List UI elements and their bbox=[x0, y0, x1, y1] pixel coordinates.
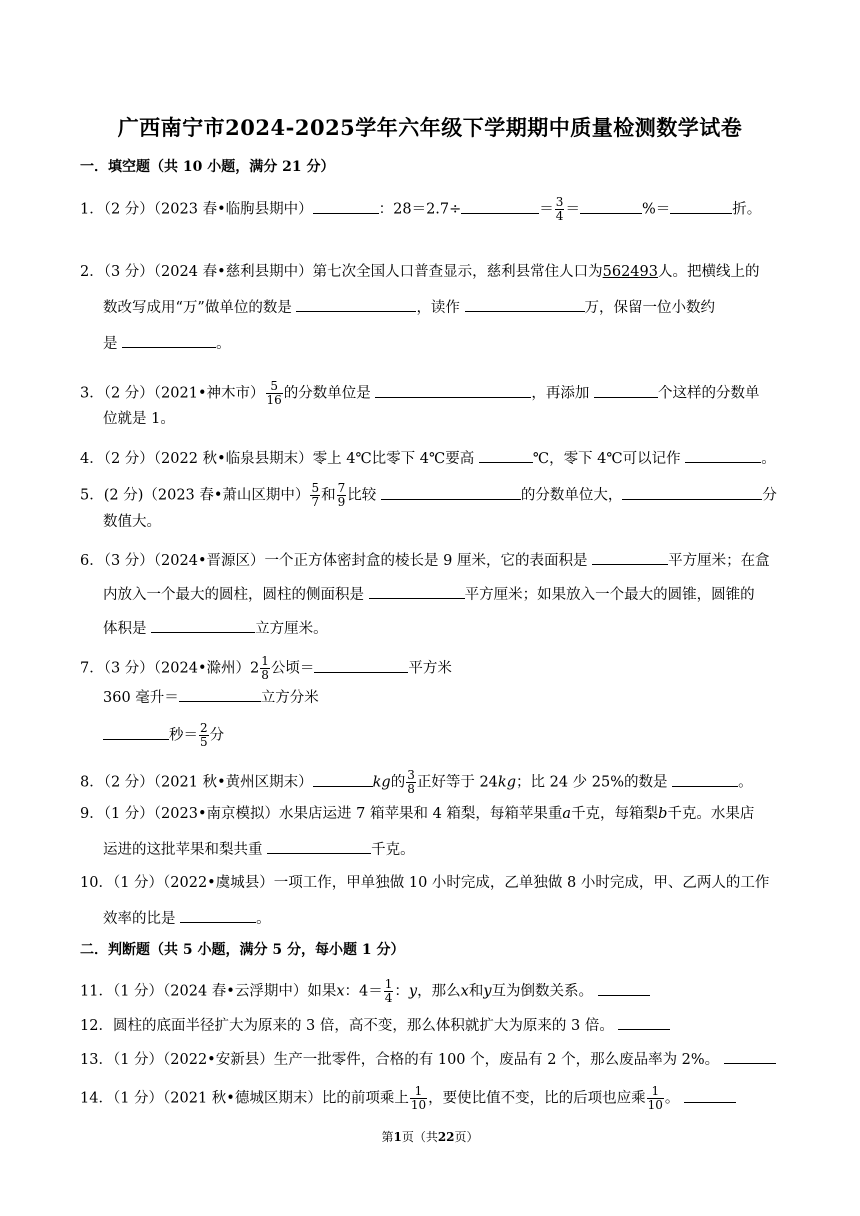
question-7: 7．（3 分）（2024•滁州）2 $\frac{1}{8}$ 公顷＝ 平方米 bbox=[80, 654, 452, 682]
underlined-number: 562493 bbox=[602, 264, 658, 280]
answer-blank[interactable] bbox=[313, 771, 373, 787]
fraction: $\frac{2}{5}$ bbox=[200, 721, 208, 749]
answer-blank[interactable] bbox=[180, 907, 256, 923]
answer-blank[interactable] bbox=[313, 198, 379, 214]
answer-blank[interactable] bbox=[179, 686, 261, 702]
answer-blank[interactable] bbox=[381, 484, 521, 500]
question-13: 13．（1 分）（2022•安新县）生产一批零件，合格的有 100 个，废品有 2 个，那么废品率为 2%。 bbox=[80, 1048, 776, 1070]
answer-blank[interactable] bbox=[594, 382, 658, 398]
answer-blank[interactable] bbox=[479, 447, 533, 463]
answer-blank[interactable] bbox=[685, 447, 761, 463]
answer-blank[interactable] bbox=[151, 617, 255, 633]
question-9: 9．（1 分）（2023•南京模拟）水果店运进 7 箱苹果和 4 箱梨，每箱苹果重a千克，每箱梨b千克。水果店 bbox=[80, 806, 755, 822]
answer-blank[interactable] bbox=[369, 583, 465, 599]
fraction: $\frac{1}{10}$ bbox=[647, 1084, 663, 1112]
question-2-line-3: 是 。 bbox=[103, 332, 231, 354]
answer-blank[interactable] bbox=[461, 198, 539, 214]
answer-blank[interactable] bbox=[618, 1014, 670, 1030]
question-5: 5．(2 分)（2023 春•萧山区期中） $\frac{5}{7}$ 和 $\frac{7}{9}$ 比较 的分数单位大， 分 bbox=[80, 481, 777, 509]
question-7-line-2: 360 毫升＝ 立方分米 bbox=[103, 686, 319, 708]
question-3-line-2: 位就是 1。 bbox=[103, 411, 175, 427]
question-5-line-2: 数值大。 bbox=[103, 514, 161, 530]
fraction: $\frac{5}{7}$ bbox=[311, 481, 320, 509]
question-6: 6．（3 分）（2024•晋源区）一个正方体密封盒的棱长是 9 厘米，它的表面积是 平方厘米；在盒 bbox=[80, 549, 770, 571]
answer-blank[interactable] bbox=[296, 296, 416, 312]
answer-blank[interactable] bbox=[672, 771, 738, 787]
answer-blank[interactable] bbox=[684, 1087, 736, 1103]
section-heading-true-false: 二．判断题（共 5 小题，满分 5 分，每小题 1 分） bbox=[80, 942, 405, 958]
fraction: $\frac{3}{4}$ bbox=[555, 195, 564, 223]
page-footer: 第1页（共22页） bbox=[381, 1130, 479, 1144]
fraction: $\frac{3}{8}$ bbox=[407, 768, 415, 796]
question-14: 14．（1 分）（2021 秋•德城区期末）比的前项乘上 $\frac{1}{10}$ ，要使比值不变，比的后项也应乘 $\frac{1}{10}$ 。 bbox=[80, 1085, 736, 1112]
answer-blank[interactable] bbox=[314, 657, 408, 673]
answer-blank[interactable] bbox=[103, 724, 169, 740]
question-11: 11．（1 分）（2024 春•云浮期中）如果x：4＝ $\frac{1}{4}$ ：y，那么x和y互为倒数关系。 bbox=[80, 978, 650, 1005]
answer-blank[interactable] bbox=[580, 198, 642, 214]
fraction: $\frac{1}{10}$ bbox=[410, 1084, 427, 1112]
question-3: 3．（2 分）（2021•神木市） $\frac{5}{16}$ 的分数单位是 ，再添加 个这样的分数单 bbox=[80, 379, 760, 407]
answer-blank[interactable] bbox=[622, 484, 762, 500]
answer-blank[interactable] bbox=[267, 838, 371, 854]
question-1: 1．（2 分）（2023 春•临朐县期中） ：28＝2.7÷ ＝ $\frac{3}{4}$ ＝ %＝ 折。 bbox=[80, 195, 762, 223]
fraction: $\frac{1}{4}$ bbox=[384, 977, 393, 1005]
question-12: 12．圆柱的底面半径扩大为原来的 3 倍，高不变，那么体积就扩大为原来的 3 倍。 bbox=[80, 1014, 670, 1036]
question-6-line-3: 体积是 立方厘米。 bbox=[103, 617, 328, 639]
question-4: 4．（2 分）（2022 秋•临泉县期末）零上 4℃比零下 4℃要高 ℃，零下 4℃可以记作 。 bbox=[80, 447, 776, 469]
question-7-line-3: 秒＝ $\frac{2}{5}$ 分 bbox=[103, 722, 224, 749]
answer-blank[interactable] bbox=[122, 332, 216, 348]
page-number: 1 bbox=[393, 1130, 402, 1144]
question-6-line-2: 内放入一个最大的圆柱，圆柱的侧面积是 平方厘米；如果放入一个最大的圆锥，圆锥的 bbox=[103, 583, 755, 605]
answer-blank[interactable] bbox=[598, 980, 650, 996]
section-heading-fill-blank: 一．填空题（共 10 小题，满分 21 分） bbox=[80, 159, 335, 175]
answer-blank[interactable] bbox=[670, 198, 732, 214]
question-9-line-2: 运进的这批苹果和梨共重 千克。 bbox=[103, 838, 415, 860]
answer-blank[interactable] bbox=[592, 549, 668, 565]
answer-blank[interactable] bbox=[724, 1048, 776, 1064]
question-10: 10．（1 分）（2022•虞城县）一项工作，甲单独做 10 小时完成，乙单独做 8 小时完成，甲、乙两人的工作 bbox=[80, 875, 770, 891]
answer-blank[interactable] bbox=[375, 382, 531, 398]
question-2: 2．（3 分）（2024 春•慈利县期中）第七次全国人口普查显示，慈利县常住人口为562493人。把横线上的 bbox=[80, 264, 760, 280]
page-title: 广西南宁市2024-2025学年六年级下学期期中质量检测数学试卷 bbox=[117, 115, 743, 140]
fraction: $\frac{1}{8}$ bbox=[261, 654, 269, 682]
fraction: $\frac{5}{16}$ bbox=[266, 379, 282, 407]
answer-blank[interactable] bbox=[465, 296, 585, 312]
page-total: 22 bbox=[437, 1130, 455, 1144]
question-2-line-2: 数改写成用“万”做单位的数是 ，读作 万，保留一位小数约 bbox=[103, 296, 715, 318]
question-8: 8．（2 分）（2021 秋•黄州区期末） kg的 $\frac{3}{8}$ 正好等于 24kg；比 24 少 25%的数是 。 bbox=[80, 768, 753, 796]
fraction: $\frac{7}{9}$ bbox=[337, 481, 346, 509]
question-10-line-2: 效率的比是 。 bbox=[103, 907, 271, 929]
